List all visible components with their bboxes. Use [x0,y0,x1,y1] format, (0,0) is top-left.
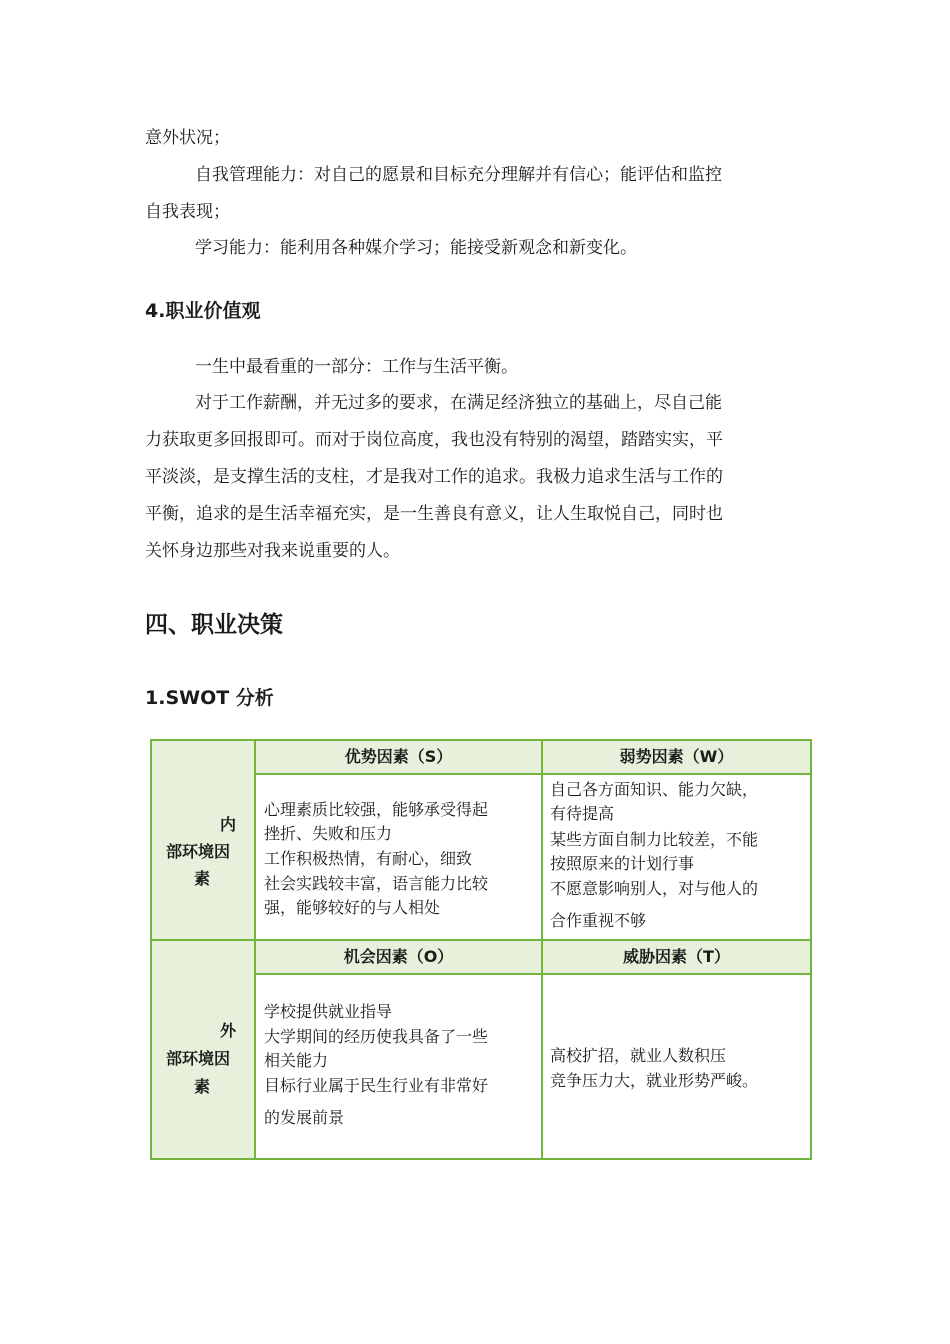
threat-item: 高校扩招，就业人数积压 [550,1046,727,1065]
external-label: 素 [194,1077,211,1096]
weakness-item: 自己各方面知识、能力欠缺， [550,780,759,799]
internal-label: 素 [194,869,211,888]
external-label: 外 [220,1021,237,1040]
external-side-cell [152,940,256,1158]
strength-item: 工作积极热情，有耐心，细致 [264,849,473,868]
strength-item: 社会实践较丰富，语言能力比较 [264,874,489,893]
opportunity-item: 目标行业属于民生行业有非常好 [264,1076,489,1095]
opportunities-header: 机会因素（O） [256,941,541,973]
paragraph-line: 自我表现； [145,202,230,222]
grid-divider [541,741,543,1158]
swot-title: 1.SWOT 分析 [145,687,274,709]
weaknesses-header: 弱势因素（W） [543,741,810,773]
paragraph-line: 力获取更多回报即可。而对于岗位高度，我也没有特别的渴望，踏踏实实，平 [145,430,723,450]
chapter-title: 四、职业决策 [145,612,283,638]
section-heading: 4.职业价值观 [145,300,261,322]
swot-table [150,739,812,1160]
external-label: 部环境因 [166,1049,231,1068]
strength-item: 心理素质比较强，能够承受得起 [264,800,489,819]
opportunity-item: 相关能力 [264,1051,329,1070]
internal-side-cell [152,741,256,940]
weakness-item: 不愿意影响别人，对与他人的 [550,879,759,898]
threats-header: 威胁因素（T） [543,941,810,973]
weakness-item: 有待提高 [550,804,615,823]
opportunity-item: 的发展前景 [264,1108,345,1127]
grid-divider [152,939,810,941]
paragraph-line: 平衡，追求的是生活幸福充实，是一生善良有意义，让人生取悦自己，同时也 [145,504,723,524]
strengths-header: 优势因素（S） [256,741,541,773]
grid-divider [256,973,810,975]
internal-label: 内 [220,815,237,834]
opportunity-item: 学校提供就业指导 [264,1002,393,1021]
grid-divider [256,773,810,775]
weakness-item: 某些方面自制力比较差，不能 [550,830,759,849]
paragraph-line: 学习能力：能利用各种媒介学习；能接受新观念和新变化。 [195,238,637,258]
strength-item: 挫折、失败和压力 [264,824,393,843]
paragraph-line: 对于工作薪酬，并无过多的要求，在满足经济独立的基础上，尽自己能 [195,393,722,413]
internal-label: 部环境因 [166,842,231,861]
paragraph-line: 平淡淡，是支撑生活的支柱，才是我对工作的追求。我极力追求生活与工作的 [145,467,723,487]
paragraph-line: 关怀身边那些对我来说重要的人。 [145,541,400,561]
strength-item: 强，能够较好的与人相处 [264,898,441,917]
opportunity-item: 大学期间的经历使我具备了一些 [264,1027,489,1046]
weakness-item: 合作重视不够 [550,911,647,930]
paragraph-line: 自我管理能力：对自己的愿景和目标充分理解并有信心；能评估和监控 [195,165,722,185]
weakness-item: 按照原来的计划行事 [550,854,695,873]
threat-item: 竞争压力大，就业形势严峻。 [550,1071,759,1090]
paragraph-line: 意外状况； [145,128,230,148]
paragraph-line: 一生中最看重的一部分：工作与生活平衡。 [195,357,518,377]
